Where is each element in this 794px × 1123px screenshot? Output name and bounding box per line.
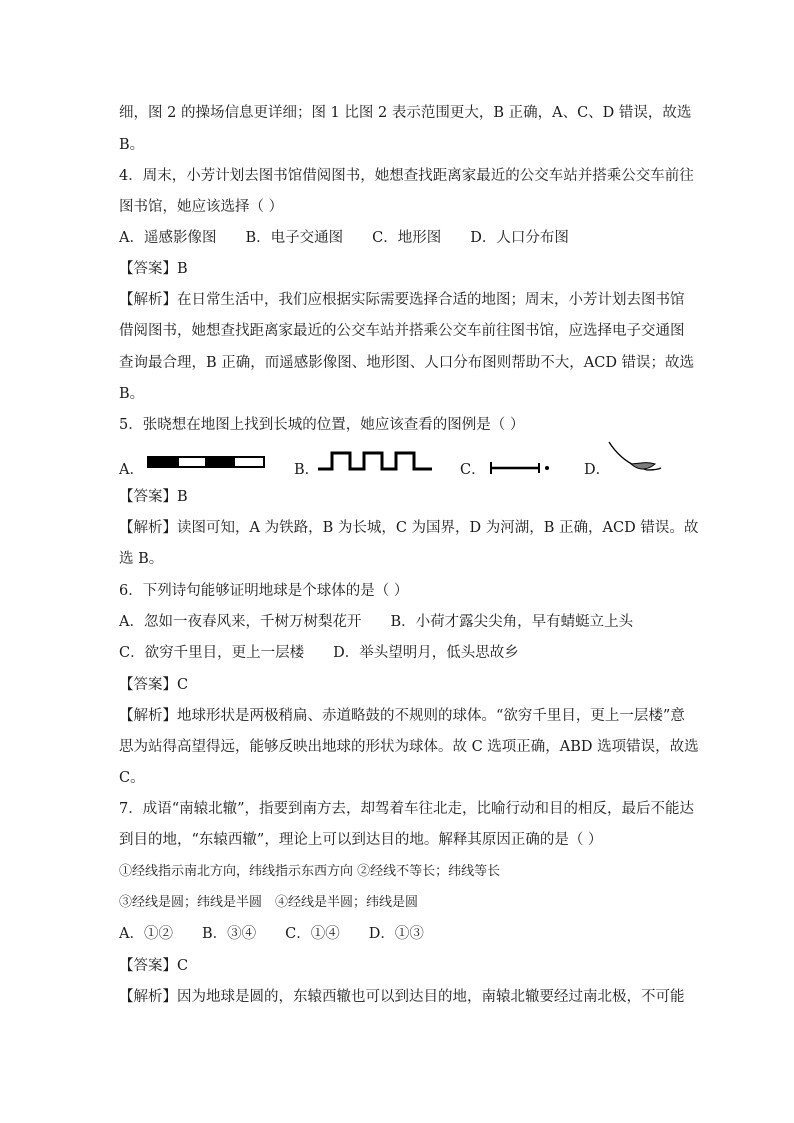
text-line: 思为站得高望得远，能够反映出地球的形状为球体。故 C 选项正确，ABD 选项错误，故选 <box>119 739 699 755</box>
analysis-6: 【解析】地球形状是两极稍扁、赤道略鼓的不规则的球体。“欲穷千里目，更上一层楼”意 <box>119 708 685 724</box>
text-line: 借阅图书，她想查找距离家最近的公交车站并搭乘公交车前往图书馆，应选择电子交通图 <box>119 323 685 339</box>
text-line: 选 B。 <box>119 551 164 567</box>
option-a-label: A． <box>119 462 144 478</box>
text-line: B。 <box>119 137 145 153</box>
question-6: 6．下列诗句能够证明地球是个球体的是（ ） <box>119 583 409 599</box>
question-4: 4．周末，小芳计划去图书馆借阅图书，她想查找距离家最近的公交车站并搭乘公交车前往 <box>119 168 694 184</box>
analysis-5: 【解析】读图可知，A 为铁路，B 为长城，C 为国界，D 为河湖，B 正确，ACD 错误。故 <box>119 520 699 536</box>
text-line: C。 <box>119 770 145 786</box>
option-d-label: D． <box>584 462 611 478</box>
question-7-options: A．①② B．③④ C．①④ D．①③ <box>119 926 424 942</box>
text-line: 查询最合理，B 正确，而遥感影像图、地形图、人口分布图则帮助不大，ACD 错误；故选 <box>119 355 695 371</box>
great-wall-symbol-icon <box>317 450 435 472</box>
answer-7: 【答案】C <box>119 958 189 974</box>
question-4-options: A．遥感影像图 B．电子交通图 C．地形图 D．人口分布图 <box>119 230 569 246</box>
railway-symbol-icon <box>147 455 267 475</box>
option-c-label: C． <box>460 462 486 478</box>
answer-4: 【答案】B <box>119 261 188 277</box>
answer-5: 【答案】B <box>119 489 188 505</box>
national-border-symbol-icon <box>489 460 553 478</box>
question-6-options-cd: C．欲穷千里目，更上一层楼 D．举头望明月，低头思故乡 <box>119 645 519 661</box>
text-line: 到目的地，“东辕西辙”，理论上可以到达目的地。解释其原因正确的是（ ） <box>119 832 603 848</box>
answer-6: 【答案】C <box>119 677 189 693</box>
question-5: 5．张晓想在地图上找到长城的位置，她应该查看的图例是（ ） <box>119 417 525 433</box>
text-line: 细，图 2 的操场信息更详细；图 1 比图 2 表示范围更大，B 正确，A、C、D 错误，故选 <box>119 105 692 121</box>
question-6-options-ab: A．忽如一夜春风来，千树万树梨花开 B．小荷才露尖尖角，早有蜻蜓立上头 <box>119 614 634 630</box>
analysis-7: 【解析】因为地球是圆的，东辕西辙也可以到达目的地，南辕北辙要经过南北极，不可能 <box>119 989 685 1005</box>
text-line: B。 <box>119 386 145 402</box>
option-b-label: B． <box>294 462 320 478</box>
analysis-4: 【解析】在日常生活中，我们应根据实际需要选择合适的地图；周末，小芳计划去图书馆 <box>119 292 685 308</box>
question-7: 7．成语“南辕北辙”，指要到南方去，却驾着车往北走，比喻行动和目的相反，最后不能达 <box>119 801 695 817</box>
statement-list-1: ①经线指示南北方向，纬线指示东西方向 ②经线不等长；纬线等长 <box>119 864 501 879</box>
statement-list-2: ③经线是圆；纬线是半圆 ④经线是半圆；纬线是圆 <box>119 895 419 910</box>
river-lake-symbol-icon <box>607 440 667 476</box>
text-line: 图书馆，她应该选择（ ） <box>119 199 284 215</box>
